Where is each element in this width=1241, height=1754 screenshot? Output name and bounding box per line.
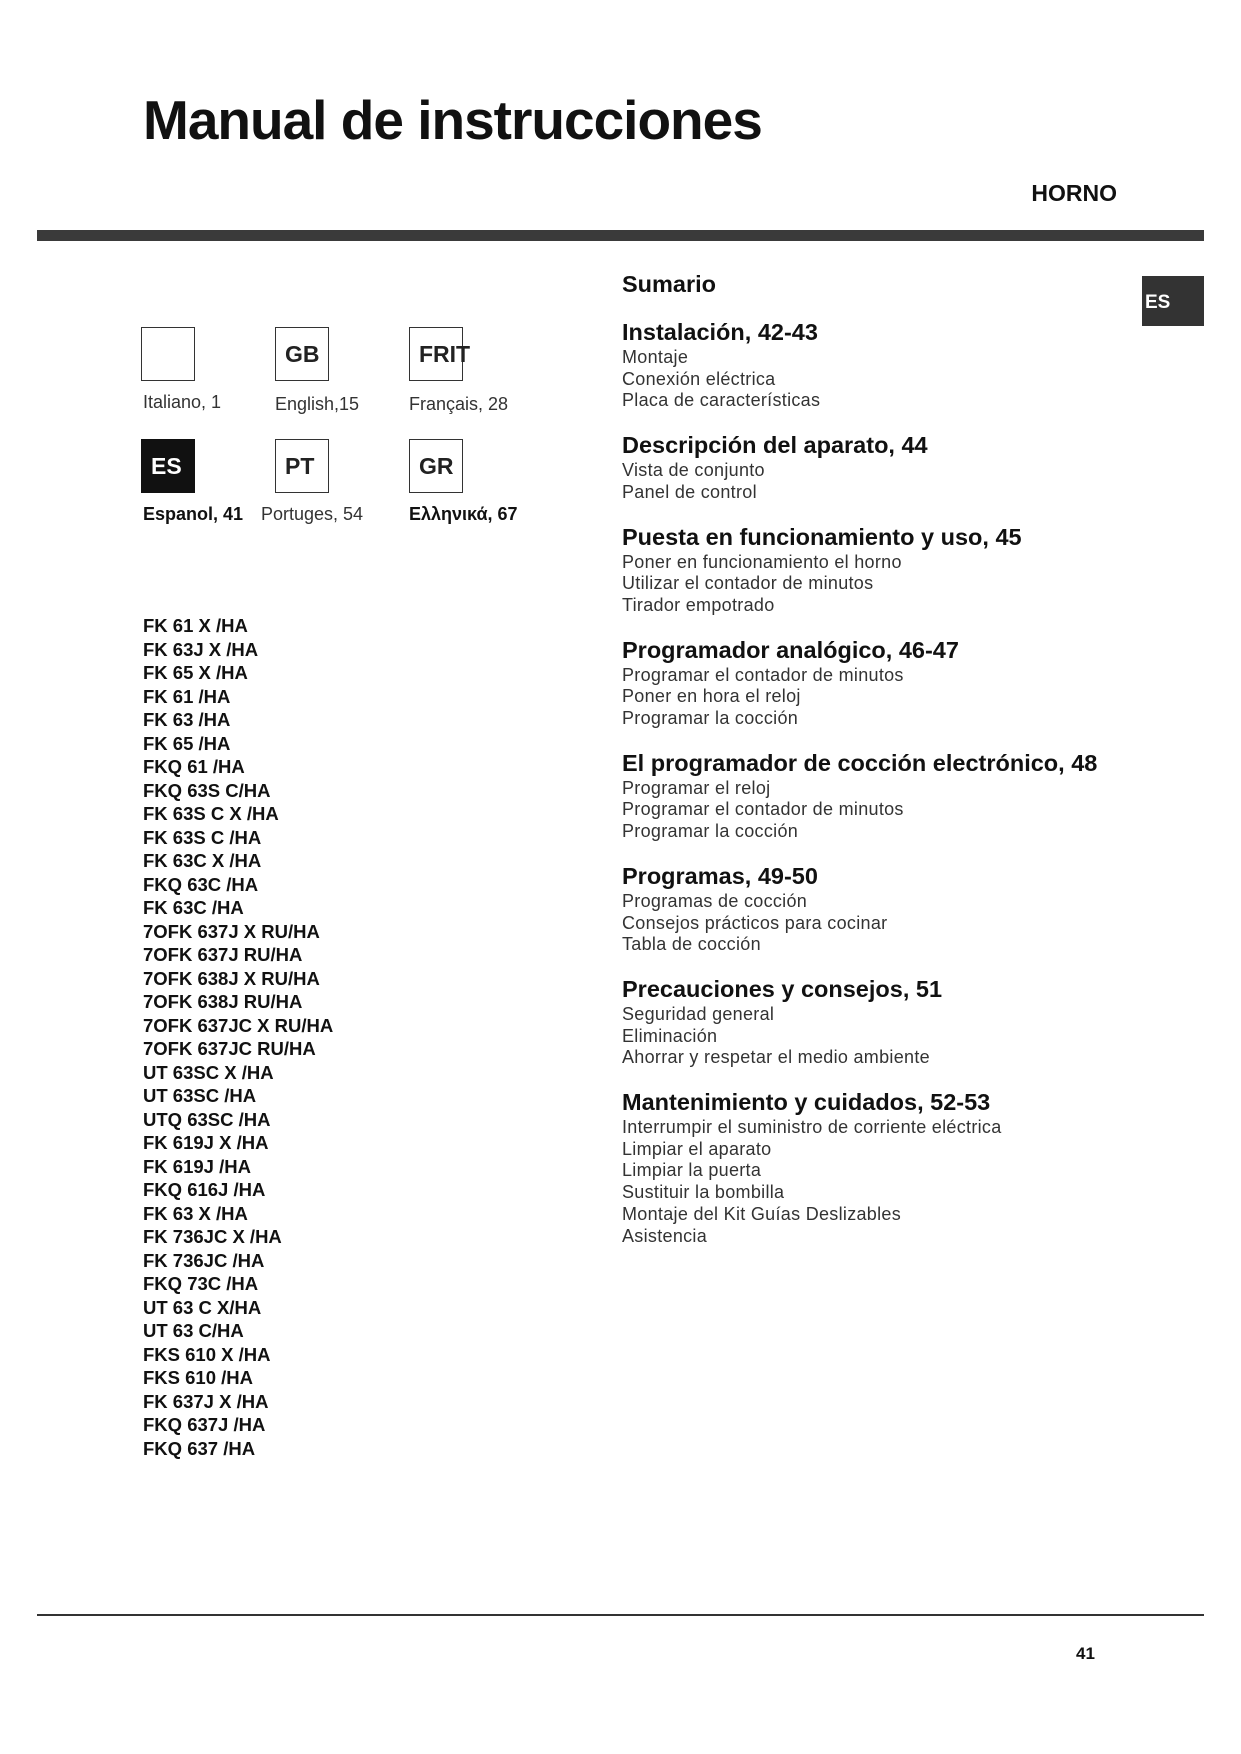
model-item: 7OFK 638J X RU/HA	[143, 967, 320, 989]
footer-divider	[37, 1614, 1204, 1616]
toc-item: Tabla de cocción	[622, 934, 761, 955]
model-item: FKS 610 /HA	[143, 1367, 254, 1388]
toc-heading: Sumario	[622, 271, 717, 297]
toc-item: Programar la cocción	[622, 821, 799, 842]
language-label-english: English,15	[275, 394, 360, 414]
toc-section	[622, 1087, 1182, 1247]
toc-item: Consejos prácticos para cocinar	[622, 912, 888, 933]
model-item: FKQ 637 /HA	[143, 1437, 256, 1459]
model-item: 7OFK 637J X RU/HA	[143, 920, 320, 942]
language-box-francais: FRIT	[409, 327, 463, 381]
toc-item: Tirador empotrado	[622, 594, 775, 615]
toc-section-title: Puesta en funcionamiento y uso, 45	[622, 523, 1022, 550]
toc-item: Programar la cocción	[622, 708, 799, 729]
product-type: HORNO	[1031, 180, 1117, 206]
model-item: UT 63 C/HA	[143, 1320, 244, 1341]
language-box-greek: GR	[409, 439, 463, 493]
language-box-espanol: ES	[141, 439, 195, 493]
toc-item: Programar el contador de minutos	[622, 664, 904, 685]
model-item: FKQ 61 /HA	[143, 756, 245, 777]
toc-section-title: Mantenimiento y cuidados, 52-53	[622, 1089, 991, 1116]
language-box-portuges: PT	[275, 439, 329, 493]
model-item: FK 736JC /HA	[143, 1249, 265, 1271]
model-item: FKQ 63S C/HA	[143, 779, 271, 801]
table-of-contents	[622, 270, 1182, 1265]
model-item: FKQ 73C /HA	[143, 1273, 259, 1294]
toc-item: Interrumpir el suministro de corriente eléctrica	[622, 1117, 1002, 1138]
model-item: FKQ 637J /HA	[143, 1414, 266, 1435]
model-item: UT 63SC X /HA	[143, 1061, 274, 1083]
toc-item: Poner en funcionamiento el horno	[622, 551, 902, 572]
toc-item: Poner en hora el reloj	[622, 686, 801, 707]
toc-item: Sustituir la bombilla	[622, 1182, 785, 1203]
toc-item: Placa de características	[622, 390, 821, 411]
toc-section-title: Instalación, 42-43	[622, 319, 818, 345]
toc-item: Seguridad general	[622, 1003, 775, 1024]
toc-section	[622, 522, 1182, 617]
model-item: UT 63SC /HA	[143, 1085, 257, 1106]
language-label-greek: Ελληνικά, 67	[409, 504, 518, 524]
toc-item: Utilizar el contador de minutos	[622, 573, 874, 594]
toc-item: Programar el contador de minutos	[622, 799, 904, 820]
model-item: 7OFK 637JC X RU/HA	[143, 1014, 334, 1036]
toc-section	[622, 635, 1182, 730]
model-item: 7OFK 637JC RU/HA	[143, 1038, 316, 1059]
model-item: FK 65 /HA	[143, 732, 231, 754]
toc-item: Programar el reloj	[622, 777, 771, 798]
toc-section	[622, 317, 1182, 412]
model-item: FK 63S C X /HA	[143, 803, 279, 824]
toc-item: Limpiar el aparato	[622, 1138, 772, 1159]
language-box-italiano	[141, 327, 195, 381]
language-label-italiano: Italiano, 1	[143, 392, 222, 412]
model-item: FK 63J X /HA	[143, 638, 259, 660]
toc-sections	[622, 317, 1182, 1247]
model-item: FK 61 /HA	[143, 685, 231, 707]
model-item: FK 619J /HA	[143, 1155, 251, 1177]
toc-section	[622, 748, 1182, 843]
model-item: FK 63C X /HA	[143, 850, 262, 871]
language-box-english: GB	[275, 327, 329, 381]
language-label-francais: Français, 28	[409, 394, 509, 414]
toc-section-title: Programador analógico, 46-47	[622, 636, 959, 663]
toc-item: Montaje del Kit Guías Deslizables	[622, 1203, 902, 1224]
model-item: FK 63S C /HA	[143, 826, 262, 848]
toc-item: Conexión eléctrica	[622, 368, 776, 389]
model-item: FK 736JC X /HA	[143, 1226, 282, 1247]
model-item: FK 63 X /HA	[143, 1202, 248, 1224]
model-item: 7OFK 637J RU/HA	[143, 944, 303, 965]
toc-item: Panel de control	[622, 481, 757, 502]
page-number: 41	[1076, 1644, 1095, 1663]
page-title: Manual de instrucciones	[143, 89, 762, 151]
model-item: FKQ 616J /HA	[143, 1179, 266, 1200]
model-item: FKS 610 X /HA	[143, 1343, 271, 1365]
toc-section-title: Precauciones y consejos, 51	[622, 975, 943, 1002]
toc-item: Vista de conjunto	[622, 460, 765, 481]
model-item: FK 65 X /HA	[143, 662, 248, 683]
language-tab: ES	[1142, 276, 1204, 326]
toc-item: Limpiar la puerta	[622, 1160, 762, 1181]
model-item: FK 637J X /HA	[143, 1390, 269, 1412]
toc-section	[622, 861, 1182, 956]
header-divider	[37, 230, 1204, 241]
toc-section-title: El programador de cocción electrónico, 48	[622, 749, 1098, 776]
toc-item: Eliminación	[622, 1025, 718, 1046]
toc-item: Montaje	[622, 347, 689, 367]
toc-item: Programas de cocción	[622, 890, 808, 911]
model-list	[143, 614, 333, 1460]
model-item: FKQ 63C /HA	[143, 873, 259, 895]
model-item: 7OFK 638J RU/HA	[143, 991, 303, 1012]
model-item: FK 63C /HA	[143, 897, 244, 918]
toc-item: Ahorrar y respetar el medio ambiente	[622, 1047, 930, 1068]
model-item: FK 619J X /HA	[143, 1132, 269, 1153]
model-item: UT 63 C X/HA	[143, 1296, 262, 1318]
toc-item: Asistencia	[622, 1225, 708, 1246]
language-label-portuges: Portuges, 54	[261, 504, 364, 524]
model-item: UTQ 63SC /HA	[143, 1108, 271, 1130]
model-item: FK 61 X /HA	[143, 615, 248, 636]
toc-section	[622, 430, 1182, 503]
model-item: FK 63 /HA	[143, 709, 231, 730]
toc-section-title: Descripción del aparato, 44	[622, 432, 928, 459]
toc-section	[622, 974, 1182, 1069]
toc-section-title: Programas, 49-50	[622, 862, 818, 889]
language-label-espanol: Espanol, 41	[143, 504, 244, 524]
